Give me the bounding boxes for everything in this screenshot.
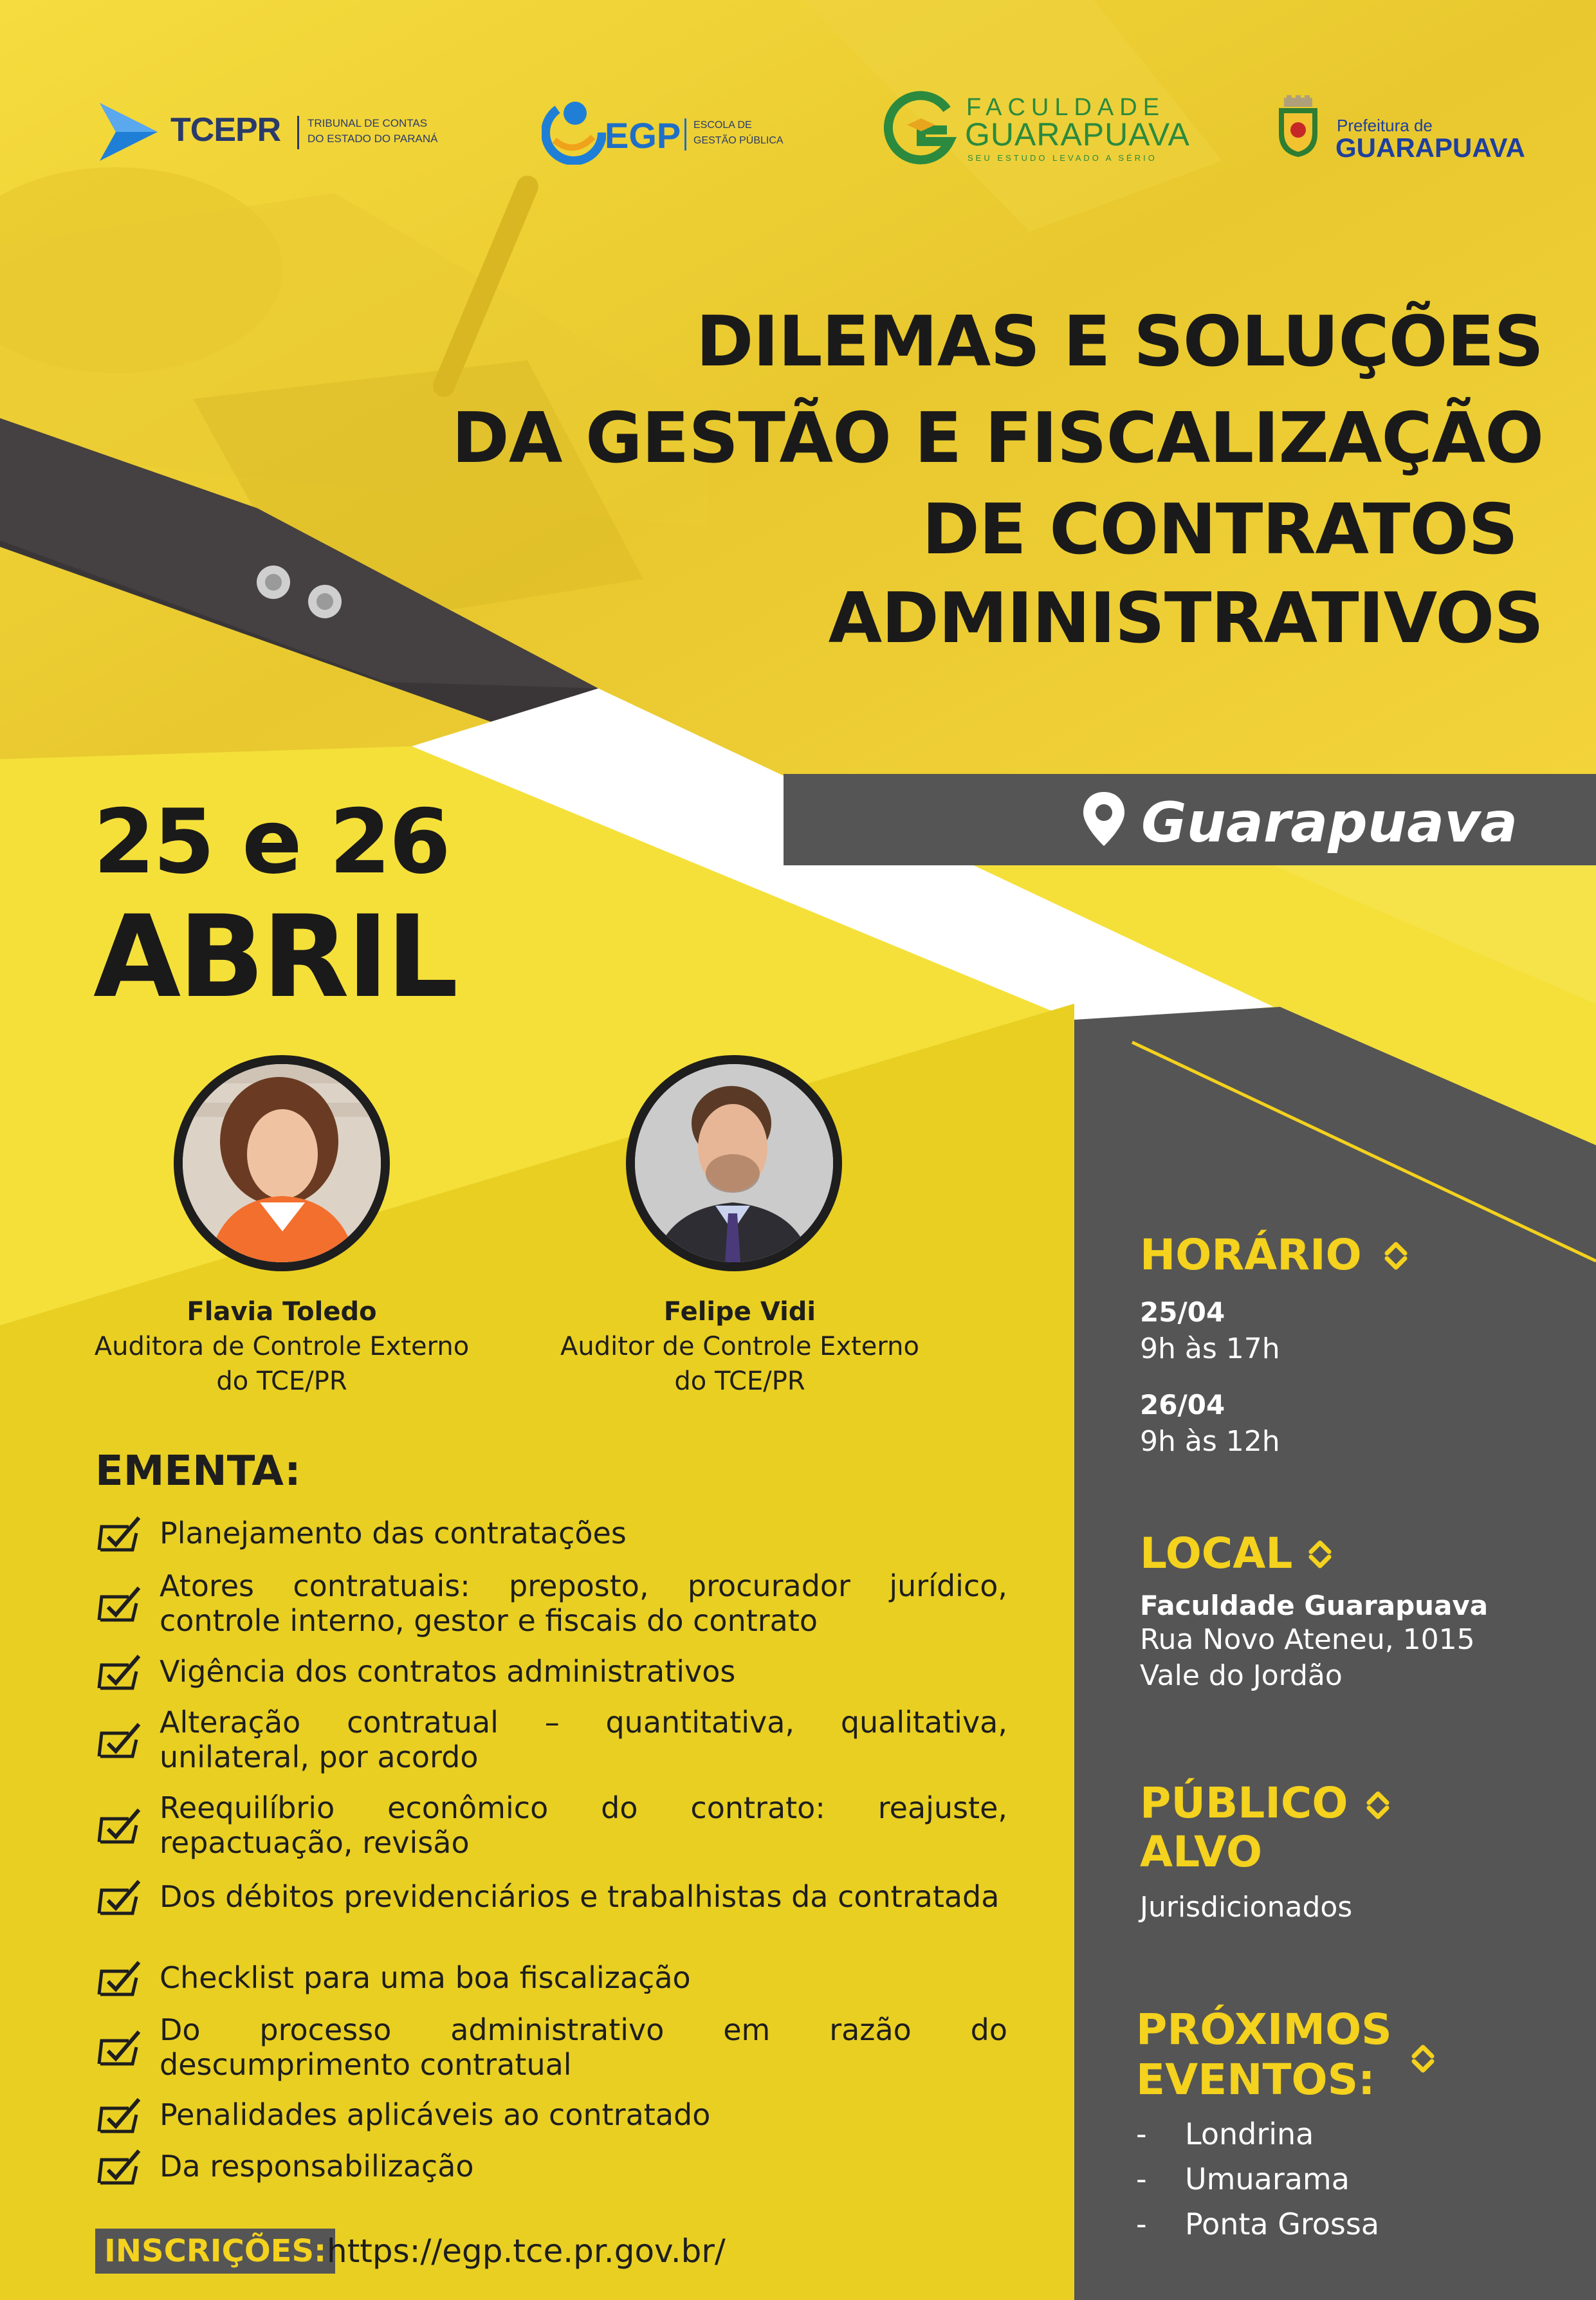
speaker-1-photo	[174, 1055, 390, 1271]
publico-value: Jurisdicionados	[1140, 1891, 1353, 1924]
checkbox-check-icon	[96, 1514, 142, 1552]
event-days: 25 e 26	[93, 790, 449, 894]
ementa-item	[96, 1790, 1010, 1860]
publico-heading-2: ALVO	[1140, 1827, 1263, 1877]
title-line-3: DE CONTRATOS	[922, 490, 1518, 570]
proximos-heading-2: EVENTOS:	[1136, 2055, 1375, 2104]
speaker-1-role-2: do TCE/PR	[216, 1366, 347, 1396]
faculdade-guarapuava-logo	[883, 89, 1191, 169]
ementa-item-text: Alteração contratual – quantitativa, qualitativa, unilateral, por acordo	[160, 1705, 1007, 1774]
horario-day2-time: 9h às 12h	[1140, 1425, 1280, 1458]
list-bullet: -	[1136, 2162, 1147, 2196]
speaker-2-photo	[626, 1055, 842, 1271]
chevron-updown-icon	[1306, 1536, 1334, 1572]
faculdade-line2: GUARAPUAVA	[965, 116, 1190, 152]
egp-logo	[542, 95, 812, 169]
speaker-1-portrait	[183, 1064, 381, 1262]
faculdade-tagline: SEU ESTUDO LEVADO A SÉRIO	[968, 153, 1157, 163]
checkbox-check-icon	[96, 2028, 142, 2066]
event-month: ABRIL	[93, 891, 456, 1023]
inscricoes-label	[95, 2229, 335, 2274]
ementa-title: EMENTA:	[95, 1448, 301, 1495]
egp-name: EGP	[605, 115, 681, 156]
list-bullet: -	[1136, 2117, 1147, 2151]
title-line-4: ADMINISTRATIVOS	[828, 578, 1543, 659]
checkbox-check-icon	[96, 1652, 142, 1691]
local-venue: Faculdade Guarapuava	[1140, 1590, 1489, 1621]
list-bullet: -	[1136, 2207, 1147, 2241]
ementa-item	[96, 1877, 1010, 1916]
faculdade-line1: FACULDADE	[966, 94, 1166, 121]
proximos-heading-1: PRÓXIMOS	[1136, 2005, 1392, 2054]
ementa-item	[96, 1652, 1010, 1691]
ementa-item	[96, 2095, 1010, 2134]
ementa-item-text: Atores contratuais: preposto, procurador jurídico, controle interno, gestor e fiscais do contrato	[160, 1569, 1007, 1638]
chevron-updown-icon	[1409, 2041, 1437, 2077]
horario-day2-date: 26/04	[1140, 1389, 1225, 1421]
ementa-item-text: Reequilíbrio econômico do contrato: reajuste, repactuação, revisão	[160, 1790, 1007, 1860]
proximo-evento-city: Ponta Grossa	[1185, 2207, 1380, 2241]
horario-day1-date: 25/04	[1140, 1296, 1225, 1328]
tcepr-subtitle-1: TRIBUNAL DE CONTAS	[307, 117, 428, 129]
title-line-2: DA GESTÃO E FISCALIZAÇÃO	[452, 398, 1543, 479]
proximo-evento-city: Londrina	[1185, 2117, 1314, 2151]
local-address-2: Vale do Jordão	[1140, 1659, 1343, 1692]
ementa-item	[96, 1514, 1010, 1552]
prefeitura-line1: Prefeitura de	[1337, 116, 1433, 135]
checkbox-check-icon	[96, 2147, 142, 2185]
tcepr-subtitle-2: DO ESTADO DO PARANÁ	[307, 133, 438, 145]
ementa-item	[96, 1958, 1010, 1997]
tcepr-arrow-icon	[96, 100, 161, 164]
chevron-updown-icon	[1364, 1787, 1392, 1823]
location-city: Guarapuava	[1141, 791, 1518, 855]
horario-heading: HORÁRIO	[1140, 1230, 1362, 1280]
inscricoes-link[interactable]: https://egp.tce.pr.gov.br/	[327, 2232, 726, 2270]
prefeitura-line2: GUARAPUAVA	[1335, 133, 1525, 163]
proximo-evento-city: Umuarama	[1185, 2162, 1350, 2196]
location-banner	[784, 774, 1596, 865]
checkbox-check-icon	[96, 1806, 142, 1845]
egp-subtitle-1: ESCOLA DE	[693, 120, 752, 131]
ementa-item-text: Planejamento das contratações	[160, 1516, 627, 1550]
publico-heading-1: PÚBLICO	[1140, 1778, 1348, 1828]
ementa-item-text: Checklist para uma boa fiscalização	[160, 1960, 691, 1995]
proximo-evento-item	[1136, 2111, 1314, 2157]
checkbox-check-icon	[96, 1958, 142, 1997]
ementa-item-text: Penalidades aplicáveis ao contratado	[160, 2097, 711, 2132]
ementa-item-text: Vigência dos contratos administrativos	[160, 1654, 736, 1689]
checkbox-check-icon	[96, 1720, 142, 1759]
egp-divider	[684, 118, 686, 151]
checkbox-check-icon	[96, 2095, 142, 2134]
tcepr-divider	[297, 116, 299, 149]
ementa-item	[96, 1569, 1010, 1638]
faculdade-g-icon	[883, 90, 959, 166]
ementa-item	[96, 2012, 1010, 2082]
ementa-item-text: Dos débitos previdenciários e trabalhistas da contratada	[160, 1879, 1000, 1914]
speaker-2-name: Felipe Vidi	[663, 1297, 816, 1327]
egp-swirl-icon	[542, 95, 606, 165]
title-line-1: DILEMAS E SOLUÇÕES	[695, 302, 1543, 382]
checkbox-check-icon	[96, 1877, 142, 1916]
speaker-2-role-2: do TCE/PR	[674, 1366, 805, 1396]
speaker-2-portrait	[635, 1064, 833, 1262]
ementa-item	[96, 2147, 1010, 2185]
inscricoes-label-text: INSCRIÇÕES:	[104, 2233, 327, 2269]
local-heading: LOCAL	[1140, 1529, 1293, 1578]
ementa-item-text: Da responsabilização	[160, 2149, 474, 2184]
prefeitura-guarapuava-logo	[1272, 95, 1555, 166]
proximo-evento-item	[1136, 2157, 1350, 2202]
speaker-2-role-1: Auditor de Controle Externo	[560, 1332, 919, 1361]
horario-day1-time: 9h às 17h	[1140, 1332, 1280, 1365]
map-pin-icon	[1079, 789, 1128, 849]
speaker-1-name: Flavia Toledo	[187, 1297, 377, 1327]
ementa-item	[96, 1705, 1010, 1774]
local-address-1: Rua Novo Ateneu, 1015	[1140, 1623, 1475, 1656]
checkbox-check-icon	[96, 1584, 142, 1623]
speaker-1-role-1: Auditora de Controle Externo	[94, 1332, 470, 1361]
chevron-updown-icon	[1382, 1238, 1410, 1274]
ementa-item-text: Do processo administrativo em razão do descumprimento contratual	[160, 2012, 1007, 2082]
egp-subtitle-2: GESTÃO PÚBLICA	[693, 135, 784, 146]
tcepr-logo	[96, 97, 457, 167]
city-coat-of-arms-icon	[1272, 95, 1324, 160]
tcepr-name: TCEPR	[170, 111, 281, 149]
proximo-evento-item	[1136, 2202, 1379, 2247]
